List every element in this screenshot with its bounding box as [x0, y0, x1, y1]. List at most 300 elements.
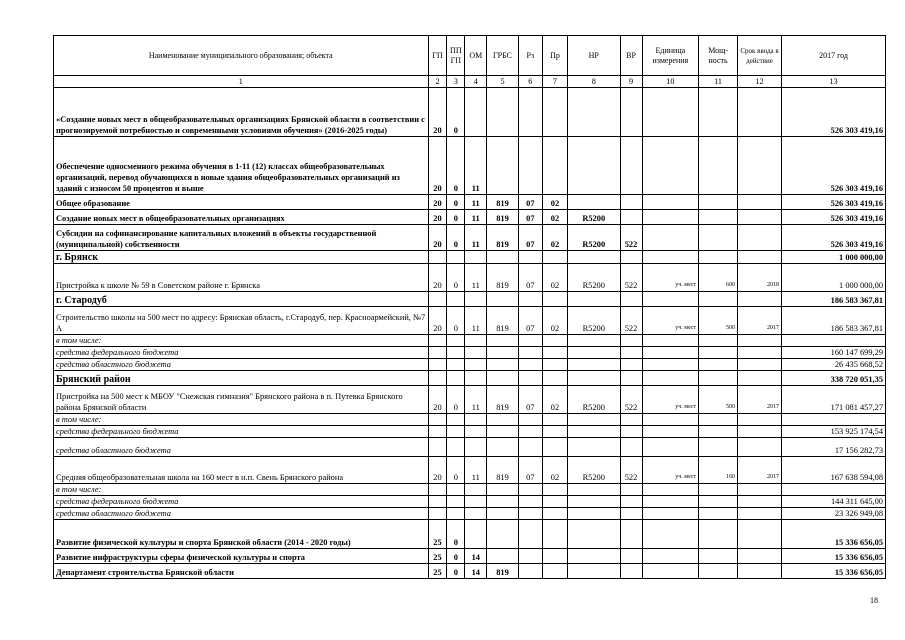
table-row [54, 292, 886, 307]
cell-gp: 20 [428, 386, 447, 414]
cell-term [737, 335, 781, 347]
cell-name: Субсидии на софинансирование капитальных вложений в объекты государственной (муниципальной) собственности [54, 225, 429, 251]
cell-pr [542, 438, 567, 457]
cell-om [465, 335, 487, 347]
cell-power [699, 438, 738, 457]
cell-nr [568, 549, 620, 564]
cell-rz: 07 [518, 264, 542, 292]
cell-name: в том числе: [54, 414, 429, 426]
cell-name: в том числе: [54, 484, 429, 496]
cell-pr [542, 564, 567, 579]
cell-unit: уч. мест [642, 264, 699, 292]
cell-gp [428, 347, 447, 359]
cell-nr [568, 359, 620, 371]
cell-rz [518, 438, 542, 457]
cell-nr [568, 292, 620, 307]
cell-om: 14 [465, 564, 487, 579]
cell-ppgp: 0 [447, 307, 465, 335]
cell-nr [568, 484, 620, 496]
cell-pr: 02 [542, 225, 567, 251]
cell-power [699, 426, 738, 438]
cell-nr [568, 564, 620, 579]
cell-pr [542, 359, 567, 371]
table-row [54, 251, 886, 264]
cell-vr: 522 [620, 386, 642, 414]
table-row [54, 496, 886, 508]
cell-vr [620, 210, 642, 225]
cell-rz [518, 371, 542, 386]
cell-amount: 15 336 656,05 [782, 549, 886, 564]
cell-name: средства федерального бюджета [54, 426, 429, 438]
cell-grbs: 819 [487, 195, 518, 210]
cell-unit [642, 88, 699, 137]
cell-rz [518, 335, 542, 347]
cell-vr [620, 564, 642, 579]
cell-amount: 526 303 419,16 [782, 88, 886, 137]
cell-vr [620, 520, 642, 549]
cell-amount: 15 336 656,05 [782, 520, 886, 549]
cell-grbs [487, 137, 518, 195]
cell-name: Пристройка на 500 мест к МБОУ "Снежская гимназия" Брянского района в п. Путевка Брянского района Брянской области [54, 386, 429, 414]
cell-rz [518, 549, 542, 564]
cell-rz [518, 520, 542, 549]
cell-name: Обеспечение односменного режима обучения в 1-11 (12) классах общеобразовательных организаций, перевод обучающихся в новые здания общеобразовательных организаций из зданий с износом 50 процентов и выше [54, 137, 429, 195]
cell-grbs [487, 484, 518, 496]
cell-amount: 17 156 282,73 [782, 438, 886, 457]
cell-nr: R5200 [568, 225, 620, 251]
cell-power [699, 137, 738, 195]
cell-unit [642, 195, 699, 210]
cell-om [465, 359, 487, 371]
cell-gp [428, 359, 447, 371]
cell-pr [542, 137, 567, 195]
cell-nr [568, 195, 620, 210]
cell-ppgp: 0 [447, 386, 465, 414]
cell-rz: 07 [518, 307, 542, 335]
cell-name: «Создание новых мест в общеобразовательных организациях Брянской области в соответствии с прогнозируемой потребностью и современными условиями обучения» (2016-2025 годы) [54, 88, 429, 137]
cell-power: 500 [699, 307, 738, 335]
cell-om: 11 [465, 225, 487, 251]
cell-vr [620, 414, 642, 426]
header-pr: Пр [542, 36, 567, 76]
cell-om: 11 [465, 137, 487, 195]
cell-power: 600 [699, 264, 738, 292]
cell-unit [642, 371, 699, 386]
cell-grbs [487, 251, 518, 264]
cell-nr [568, 335, 620, 347]
cell-power [699, 359, 738, 371]
header-om: ОМ [465, 36, 487, 76]
cell-nr [568, 508, 620, 520]
cell-vr [620, 496, 642, 508]
col-number: 12 [737, 76, 781, 88]
cell-gp: 20 [428, 225, 447, 251]
cell-vr: 522 [620, 307, 642, 335]
cell-nr [568, 520, 620, 549]
header-ppgp: ППГП [447, 36, 465, 76]
cell-rz: 07 [518, 457, 542, 484]
cell-power [699, 496, 738, 508]
cell-term [737, 371, 781, 386]
cell-vr [620, 371, 642, 386]
cell-pr [542, 371, 567, 386]
cell-ppgp [447, 347, 465, 359]
cell-rz: 07 [518, 210, 542, 225]
cell-ppgp [447, 484, 465, 496]
cell-nr: R5200 [568, 264, 620, 292]
cell-grbs [487, 520, 518, 549]
cell-unit [642, 508, 699, 520]
cell-ppgp [447, 292, 465, 307]
cell-gp [428, 484, 447, 496]
cell-term [737, 438, 781, 457]
cell-amount: 144 311 645,00 [782, 496, 886, 508]
cell-name: средства областного бюджета [54, 438, 429, 457]
cell-name: Создание новых мест в общеобразовательных организациях [54, 210, 429, 225]
cell-gp [428, 335, 447, 347]
cell-vr [620, 347, 642, 359]
col-number: 1 [54, 76, 429, 88]
col-number: 13 [782, 76, 886, 88]
cell-gp: 20 [428, 88, 447, 137]
cell-ppgp [447, 508, 465, 520]
budget-table [53, 35, 886, 579]
cell-ppgp [447, 426, 465, 438]
cell-nr: R5200 [568, 307, 620, 335]
cell-power [699, 549, 738, 564]
cell-amount: 186 583 367,81 [782, 307, 886, 335]
cell-amount: 1 000 000,00 [782, 251, 886, 264]
cell-vr: 522 [620, 225, 642, 251]
cell-rz [518, 359, 542, 371]
cell-om [465, 496, 487, 508]
cell-gp: 20 [428, 137, 447, 195]
cell-pr [542, 335, 567, 347]
table-row [54, 359, 886, 371]
cell-grbs [487, 347, 518, 359]
cell-unit [642, 496, 699, 508]
cell-unit [642, 359, 699, 371]
cell-power [699, 195, 738, 210]
cell-power [699, 251, 738, 264]
header-nr: НР [568, 36, 620, 76]
cell-nr: R5200 [568, 457, 620, 484]
cell-power [699, 484, 738, 496]
cell-pr [542, 549, 567, 564]
cell-amount: 167 638 594,08 [782, 457, 886, 484]
cell-unit: уч. мест [642, 386, 699, 414]
cell-power: 500 [699, 386, 738, 414]
cell-name: Брянский район [54, 371, 429, 386]
cell-ppgp [447, 371, 465, 386]
cell-power [699, 88, 738, 137]
table-row [54, 484, 886, 496]
header-rz: Рз [518, 36, 542, 76]
cell-rz [518, 347, 542, 359]
cell-power [699, 508, 738, 520]
cell-om [465, 251, 487, 264]
cell-nr [568, 371, 620, 386]
cell-term: 2017 [737, 307, 781, 335]
cell-term [737, 564, 781, 579]
cell-term [737, 347, 781, 359]
table-row [54, 426, 886, 438]
cell-grbs [487, 508, 518, 520]
cell-name: г. Стародуб [54, 292, 429, 307]
cell-name: средства федерального бюджета [54, 496, 429, 508]
header-grbs: ГРБС [487, 36, 518, 76]
cell-vr: 522 [620, 264, 642, 292]
cell-vr [620, 195, 642, 210]
cell-unit [642, 484, 699, 496]
cell-unit [642, 564, 699, 579]
cell-om [465, 371, 487, 386]
col-number: 8 [568, 76, 620, 88]
cell-pr: 02 [542, 307, 567, 335]
table-row [54, 347, 886, 359]
table-row [54, 264, 886, 292]
cell-gp [428, 438, 447, 457]
cell-amount: 186 583 367,81 [782, 292, 886, 307]
cell-ppgp [447, 335, 465, 347]
cell-pr [542, 251, 567, 264]
cell-nr [568, 438, 620, 457]
cell-unit [642, 251, 699, 264]
cell-amount: 171 081 457,27 [782, 386, 886, 414]
cell-om: 14 [465, 549, 487, 564]
cell-term [737, 210, 781, 225]
cell-power: 160 [699, 457, 738, 484]
table-row [54, 307, 886, 335]
cell-term [737, 88, 781, 137]
cell-gp [428, 496, 447, 508]
cell-power [699, 210, 738, 225]
table-body [54, 36, 886, 579]
cell-unit [642, 210, 699, 225]
cell-grbs [487, 292, 518, 307]
column-number-row [54, 76, 886, 88]
cell-om [465, 508, 487, 520]
cell-amount: 23 326 949,08 [782, 508, 886, 520]
cell-term [737, 195, 781, 210]
cell-vr [620, 508, 642, 520]
cell-pr [542, 520, 567, 549]
cell-amount: 526 303 419,16 [782, 137, 886, 195]
cell-amount: 160 147 699,29 [782, 347, 886, 359]
header-year: 2017 год [782, 36, 886, 76]
col-number: 5 [487, 76, 518, 88]
cell-rz: 07 [518, 195, 542, 210]
cell-pr: 02 [542, 386, 567, 414]
cell-pr: 02 [542, 195, 567, 210]
cell-gp: 25 [428, 549, 447, 564]
cell-rz [518, 137, 542, 195]
cell-pr: 02 [542, 264, 567, 292]
cell-grbs: 819 [487, 225, 518, 251]
cell-ppgp [447, 496, 465, 508]
cell-ppgp: 0 [447, 210, 465, 225]
table-row [54, 564, 886, 579]
cell-ppgp: 0 [447, 564, 465, 579]
cell-gp: 20 [428, 195, 447, 210]
cell-power [699, 225, 738, 251]
cell-power [699, 414, 738, 426]
cell-ppgp: 0 [447, 137, 465, 195]
cell-vr [620, 137, 642, 195]
cell-unit: уч. мест [642, 307, 699, 335]
header-term: Срок ввода в действие [737, 36, 781, 76]
cell-ppgp: 0 [447, 264, 465, 292]
cell-power [699, 564, 738, 579]
cell-amount: 153 925 174,54 [782, 426, 886, 438]
cell-amount: 526 303 419,16 [782, 225, 886, 251]
col-number: 7 [542, 76, 567, 88]
cell-term [737, 414, 781, 426]
cell-name: в том числе: [54, 335, 429, 347]
cell-amount [782, 414, 886, 426]
cell-term [737, 484, 781, 496]
cell-gp: 25 [428, 564, 447, 579]
cell-rz: 07 [518, 225, 542, 251]
cell-term [737, 508, 781, 520]
table-row [54, 508, 886, 520]
cell-om [465, 347, 487, 359]
cell-name: Средняя общеобразовательная школа на 160 мест в н.п. Свень Брянского района [54, 457, 429, 484]
col-number: 6 [518, 76, 542, 88]
cell-om [465, 426, 487, 438]
cell-vr [620, 292, 642, 307]
cell-gp [428, 426, 447, 438]
cell-amount: 15 336 656,05 [782, 564, 886, 579]
cell-unit: уч. мест [642, 457, 699, 484]
cell-name: средства областного бюджета [54, 359, 429, 371]
cell-nr [568, 414, 620, 426]
cell-unit [642, 335, 699, 347]
table-header-row [54, 36, 886, 76]
cell-pr: 02 [542, 457, 567, 484]
table-row [54, 335, 886, 347]
cell-gp [428, 251, 447, 264]
cell-gp [428, 292, 447, 307]
cell-gp [428, 508, 447, 520]
cell-power [699, 335, 738, 347]
cell-vr [620, 88, 642, 137]
cell-unit [642, 438, 699, 457]
cell-term [737, 359, 781, 371]
cell-rz [518, 564, 542, 579]
table-row [54, 137, 886, 195]
cell-pr [542, 347, 567, 359]
cell-vr [620, 251, 642, 264]
table-row [54, 371, 886, 386]
cell-rz [518, 251, 542, 264]
cell-om [465, 292, 487, 307]
cell-power [699, 520, 738, 549]
cell-pr: 02 [542, 210, 567, 225]
cell-term [737, 251, 781, 264]
cell-vr [620, 426, 642, 438]
cell-om [465, 438, 487, 457]
cell-ppgp [447, 251, 465, 264]
cell-nr [568, 137, 620, 195]
cell-unit [642, 520, 699, 549]
cell-rz [518, 508, 542, 520]
cell-amount: 26 435 668,52 [782, 359, 886, 371]
cell-vr [620, 438, 642, 457]
cell-unit [642, 414, 699, 426]
cell-pr [542, 414, 567, 426]
cell-unit [642, 292, 699, 307]
cell-grbs [487, 335, 518, 347]
cell-grbs: 819 [487, 386, 518, 414]
cell-ppgp [447, 359, 465, 371]
cell-nr: R5200 [568, 386, 620, 414]
cell-rz [518, 496, 542, 508]
cell-gp: 20 [428, 210, 447, 225]
cell-grbs [487, 371, 518, 386]
cell-term [737, 549, 781, 564]
cell-pr [542, 496, 567, 508]
cell-rz [518, 292, 542, 307]
cell-term [737, 520, 781, 549]
table-row [54, 210, 886, 225]
cell-rz [518, 88, 542, 137]
cell-pr [542, 484, 567, 496]
cell-amount [782, 335, 886, 347]
cell-grbs [487, 549, 518, 564]
cell-om [465, 484, 487, 496]
cell-om: 11 [465, 195, 487, 210]
cell-name: Развитие инфраструктуры сферы физической культуры и спорта [54, 549, 429, 564]
cell-rz [518, 484, 542, 496]
table-row [54, 457, 886, 484]
cell-unit [642, 137, 699, 195]
cell-pr [542, 88, 567, 137]
table-row [54, 549, 886, 564]
cell-term [737, 137, 781, 195]
cell-name: Общее образование [54, 195, 429, 210]
table-row [54, 225, 886, 251]
table-row [54, 438, 886, 457]
cell-name: Строительство школы на 500 мест по адресу: Брянская область, г.Стародуб, пер. Красноармейский, №7 А [54, 307, 429, 335]
table-row [54, 414, 886, 426]
col-number: 9 [620, 76, 642, 88]
cell-term [737, 426, 781, 438]
col-number: 11 [699, 76, 738, 88]
cell-rz: 07 [518, 386, 542, 414]
page-number: 18 [870, 596, 878, 605]
cell-unit [642, 225, 699, 251]
cell-gp [428, 414, 447, 426]
cell-amount: 338 720 051,35 [782, 371, 886, 386]
col-number: 3 [447, 76, 465, 88]
cell-vr [620, 549, 642, 564]
cell-grbs: 819 [487, 307, 518, 335]
cell-grbs: 819 [487, 564, 518, 579]
cell-pr [542, 426, 567, 438]
cell-grbs [487, 426, 518, 438]
cell-vr [620, 335, 642, 347]
cell-nr: R5200 [568, 210, 620, 225]
cell-gp: 25 [428, 520, 447, 549]
cell-om: 11 [465, 307, 487, 335]
cell-nr [568, 496, 620, 508]
cell-nr [568, 88, 620, 137]
cell-ppgp: 0 [447, 88, 465, 137]
table-row [54, 520, 886, 549]
cell-vr: 522 [620, 457, 642, 484]
cell-om [465, 414, 487, 426]
